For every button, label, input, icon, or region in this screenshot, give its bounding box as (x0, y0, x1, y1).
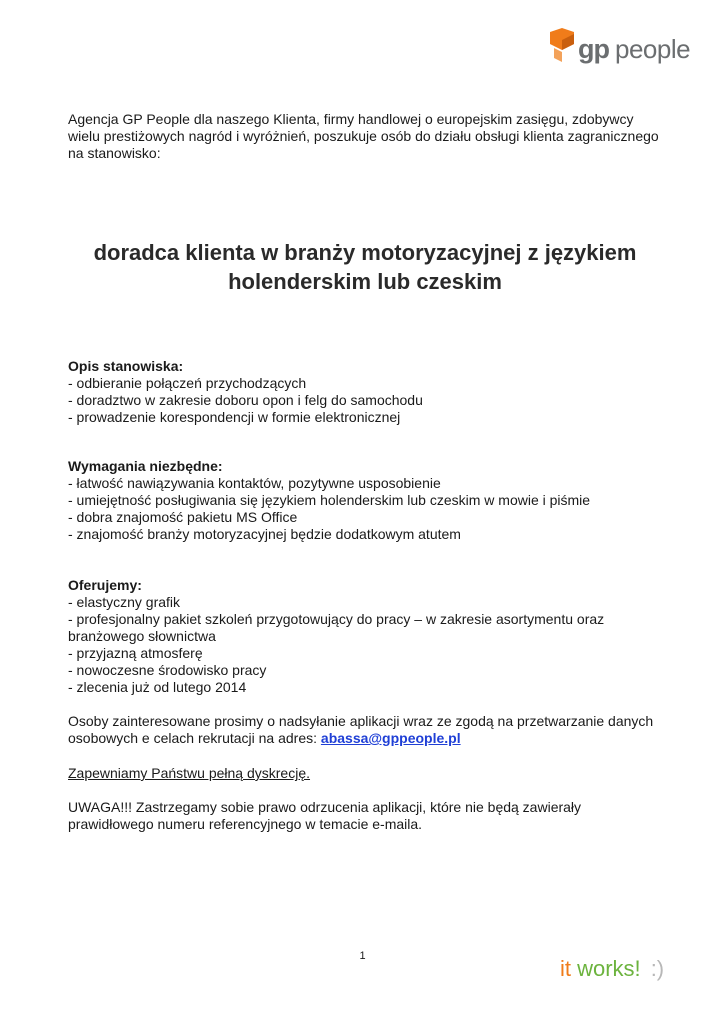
list-item: - łatwość nawiązywania kontaktów, pozytywne usposobienie (68, 475, 441, 491)
section-heading: Oferujemy: (68, 577, 142, 593)
list-item: - doradztwo w zakresie doboru opon i felg do samochodu (68, 392, 423, 408)
list-item: - elastyczny grafik (68, 594, 181, 610)
list-item: - nowoczesne środowisko pracy (68, 662, 267, 678)
list-item: - znajomość branży motoryzacyjnej będzie dodatkowym atutem (68, 526, 461, 542)
list-item: - umiejętność posługiwania się językiem holenderskim lub czeskim w mowie i piśmie (68, 492, 591, 508)
gp-people-logo (548, 26, 691, 70)
list-item: - profesjonalny pakiet szkoleń przygotowujący do pracy – w zakresie asortymentu oraz branżowego słownictwa (68, 611, 605, 644)
slogan-works: works! (571, 956, 641, 981)
list-item: - odbieranie połączeń przychodzących (68, 375, 307, 391)
section-heading: Opis stanowiska: (68, 358, 184, 374)
list-item: - zlecenia już od lutego 2014 (68, 679, 247, 695)
job-title-line-2: holenderskim lub czeskim (228, 269, 502, 294)
slogan-it: it (560, 956, 571, 981)
discretion-note (68, 765, 668, 782)
it-works-slogan (560, 955, 664, 983)
contact-text: Osoby zainteresowane prosimy o nadsyłanie aplikacji wraz ze zgodą na przetwarzanie danych osobowych e celach rekrutacji na adres: (68, 713, 654, 746)
slogan-smile: :) (650, 956, 665, 981)
job-title (60, 238, 670, 296)
section-requirements (68, 458, 668, 543)
section-job-description (68, 358, 668, 426)
warning-paragraph: UWAGA!!! Zastrzegamy sobie prawo odrzucenia aplikacji, które nie będą zawierały prawidłowego numeru referencyjnego w temacie e-maila. (68, 799, 582, 832)
list-item: - dobra znajomość pakietu MS Office (68, 509, 298, 525)
section-offer (68, 577, 668, 696)
list-item: - prowadzenie korespondencji w formie elektronicznej (68, 409, 401, 425)
intro-paragraph: Agencja GP People dla naszego Klienta, firmy handlowej o europejskim zasięgu, zdobywcy wielu prestiżowych nagród i wyróżnień, poszukuje osób do działu obsługi klienta zagranicznego na stanowisko: (68, 111, 659, 161)
page-number: 1 (359, 950, 366, 962)
contact-paragraph (68, 713, 668, 747)
list-item: - przyjazną atmosferę (68, 645, 203, 661)
section-heading: Wymagania niezbędne: (68, 458, 223, 474)
discretion-text: Zapewniamy Państwu pełną dyskrecję. (68, 765, 311, 781)
job-title-line-1: doradca klienta w branży motoryzacyjnej z językiem (93, 240, 637, 265)
logo-people-text: people (615, 34, 691, 64)
gp-logo-mark-icon (548, 28, 576, 62)
logo-gp-text: gp (578, 34, 609, 64)
email-link[interactable]: abassa@gppeople.pl (320, 730, 461, 746)
